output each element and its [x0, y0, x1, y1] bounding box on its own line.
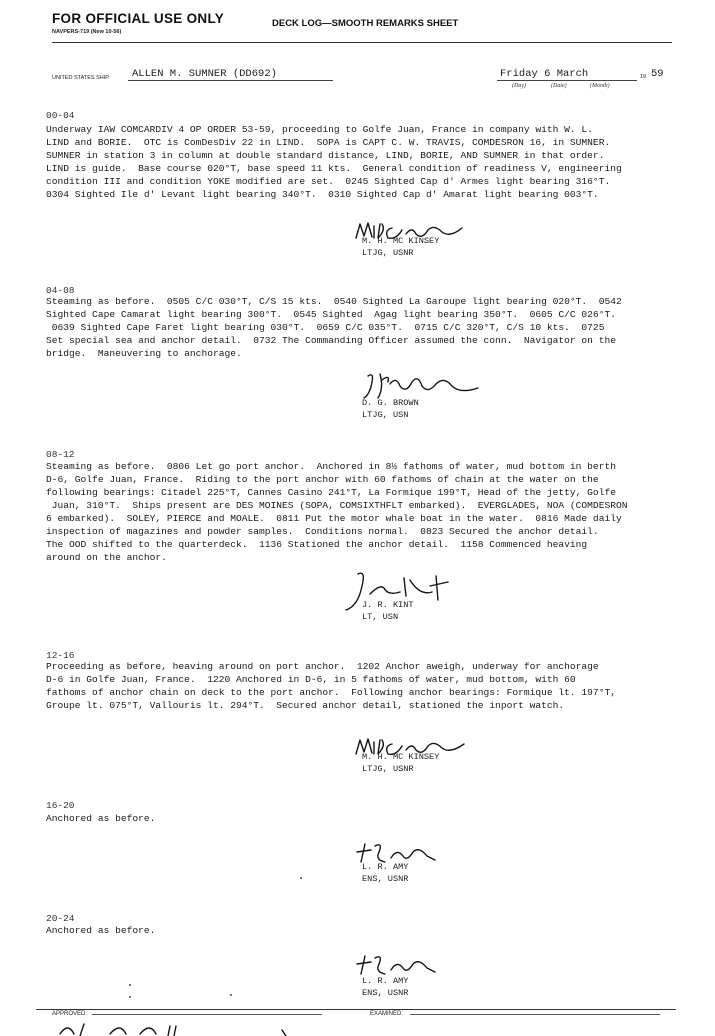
- log-line: condition III and condition YOKE modified are set. 0245 Sighted Cap d' Armes light bearing 316°T.: [46, 176, 611, 187]
- signature-rank: LT, USN: [362, 611, 399, 622]
- examined-line: [410, 1014, 660, 1015]
- scan-speck: [230, 994, 232, 996]
- log-line: bridge. Maneuvering to anchorage.: [46, 348, 242, 359]
- log-line: Underway IAW COMCARDIV 4 OP ORDER 53-59, proceeding to Golfe Juan, France in company with W. L.: [46, 124, 593, 135]
- log-line: Steaming as before. 0806 Let go port anchor. Anchored in 8½ fathoms of water, mud bottom in berth: [46, 461, 616, 472]
- log-line: SUMNER in station 3 in column at double standard distance, LIND, BORIE, AND SUMNER in that order.: [46, 150, 605, 161]
- log-line: 0304 Sighted Ile d' Levant light bearing 340°T. 0310 Sighted Cap d' Amarat light bearing 003°T.: [46, 189, 599, 200]
- sheet-title: DECK LOG—SMOOTH REMARKS SHEET: [272, 18, 459, 29]
- classification-banner: FOR OFFICIAL USE ONLY: [52, 11, 225, 26]
- signature-rank: ENS, USNR: [362, 873, 409, 884]
- signature-scrawl: [355, 952, 445, 978]
- signature-name: L. R. AMY: [362, 862, 409, 872]
- approved-line: [92, 1014, 322, 1015]
- scan-speck: [129, 996, 131, 998]
- scan-speck: [129, 984, 131, 986]
- signature-name: D. G. BROWN: [362, 398, 419, 408]
- examined-label: EXAMINED:: [370, 1011, 404, 1017]
- header-divider: [52, 42, 672, 43]
- log-line: inspection of magazines and powder samples. Conditions normal. 0823 Secured the anchor detail.: [46, 526, 599, 537]
- signature-rank: LTJG, USNR: [362, 763, 414, 774]
- log-year: 59: [651, 68, 664, 80]
- signature-rank: LTJG, USNR: [362, 247, 414, 258]
- log-line: Set special sea and anchor detail. 0732 The Commanding Officer assumed the conn. Navigator on the: [46, 335, 616, 346]
- log-line: fathoms of anchor chain on deck to the port anchor. Following anchor bearings: Formique lt. 197°T,: [46, 687, 616, 698]
- signature-block: [362, 752, 439, 775]
- signature-block: [362, 862, 408, 885]
- watch-time: 16-20: [46, 800, 75, 811]
- log-line: D-6 in Golfe Juan, France. 1220 Anchored in D-6, in 5 fathoms of water, mud bottom, with 60: [46, 674, 576, 685]
- log-line: following bearings: Citadel 225°T, Cannes Casino 241°T, La Formique 199°T, Head of the jetty, Golfe: [46, 487, 616, 498]
- log-line: LIND is guide. Base course 020°T, base speed 11 kts. General condition of readiness V, engineering: [46, 163, 622, 174]
- log-line: LIND and BORIE. OTC is ComDesDiv 22 in LIND. SOPA is CAPT C. W. TRAVIS, COMDESRON 16, in SUMNER.: [46, 137, 611, 148]
- watch-time: 00-04: [46, 110, 75, 121]
- signature-name: L. R. AMY: [362, 976, 409, 986]
- log-line: Anchored as before.: [46, 813, 156, 824]
- signature-name: M. H. MC KINSEY: [362, 236, 440, 246]
- signature-rank: LTJG, USN: [362, 409, 409, 420]
- scan-speck: [300, 877, 302, 879]
- footer-divider: [36, 1009, 676, 1010]
- month-sublabel: (Month): [590, 83, 610, 89]
- log-line: Juan, 310°T. Ships present are DES MOINES (SOPA, COMSIXTHFLT embarked). EVERGLADES, NOA (COMDESRON: [46, 500, 628, 511]
- ship-name-underline: [128, 80, 333, 81]
- signature-rank: ENS, USNR: [362, 987, 409, 998]
- watch-time: 20-24: [46, 913, 75, 924]
- log-line: Anchored as before.: [46, 925, 156, 936]
- log-line: 0639 Sighted Cape Faret light bearing 030°T. 0659 C/C 035°T. 0715 C/C 320°T, C/S 10 kts. 0725: [46, 322, 605, 333]
- log-line: Proceeding as before, heaving around on port anchor. 1202 Anchor aweigh, underway for anchorage: [46, 661, 599, 672]
- form-number: NAVPERS-719 (New 10-56): [52, 29, 122, 35]
- log-line: D-6, Golfe Juan, France. Riding to the port anchor with 60 fathoms of chain at the water on the: [46, 474, 599, 485]
- signature-name: M. H. MC KINSEY: [362, 752, 440, 762]
- watch-time: 12-16: [46, 650, 75, 661]
- log-line: Groupe lt. 075°T, Vallouris lt. 294°T. Secured anchor detail, stationed the inport watch.: [46, 700, 565, 711]
- log-line: Sighted Cape Camarat light bearing 300°T. 0545 Sighted Agag light bearing 350°T. 0605 C/C 026°T.: [46, 309, 616, 320]
- watch-time: 08-12: [46, 449, 75, 460]
- ship-name: ALLEN M. SUMNER (DD692): [132, 68, 277, 80]
- day-sublabel: (Day): [512, 83, 526, 89]
- year-prefix: 19: [640, 74, 647, 80]
- log-date: Friday 6 March: [500, 68, 589, 80]
- signature-block: [362, 976, 408, 999]
- watch-time: 04-08: [46, 285, 75, 296]
- log-line: around on the anchor.: [46, 552, 167, 563]
- log-line: The OOD shifted to the quarterdeck. 1136 Stationed the anchor detail. 1158 Commenced heaving: [46, 539, 588, 550]
- approval-signature-scrawl: [50, 1020, 310, 1036]
- log-line: Steaming as before. 0505 C/C 030°T, C/S 15 kts. 0540 Sighted La Garoupe light bearing 020°T. 0542: [46, 296, 622, 307]
- signature-block: [362, 236, 439, 259]
- signature-block: [362, 600, 414, 623]
- date-underline: [497, 80, 637, 81]
- date-sublabel: (Date): [551, 83, 567, 89]
- signature-block: [362, 398, 419, 421]
- ship-label: UNITED STATES SHIP: [52, 75, 109, 81]
- signature-name: J. R. KINT: [362, 600, 414, 610]
- approved-label: APPROVED:: [52, 1011, 88, 1017]
- log-line: 6 embarked). SOLEY, PIERCE and MOALE. 0811 Put the motor whale boat in the water. 0816 Made daily: [46, 513, 622, 524]
